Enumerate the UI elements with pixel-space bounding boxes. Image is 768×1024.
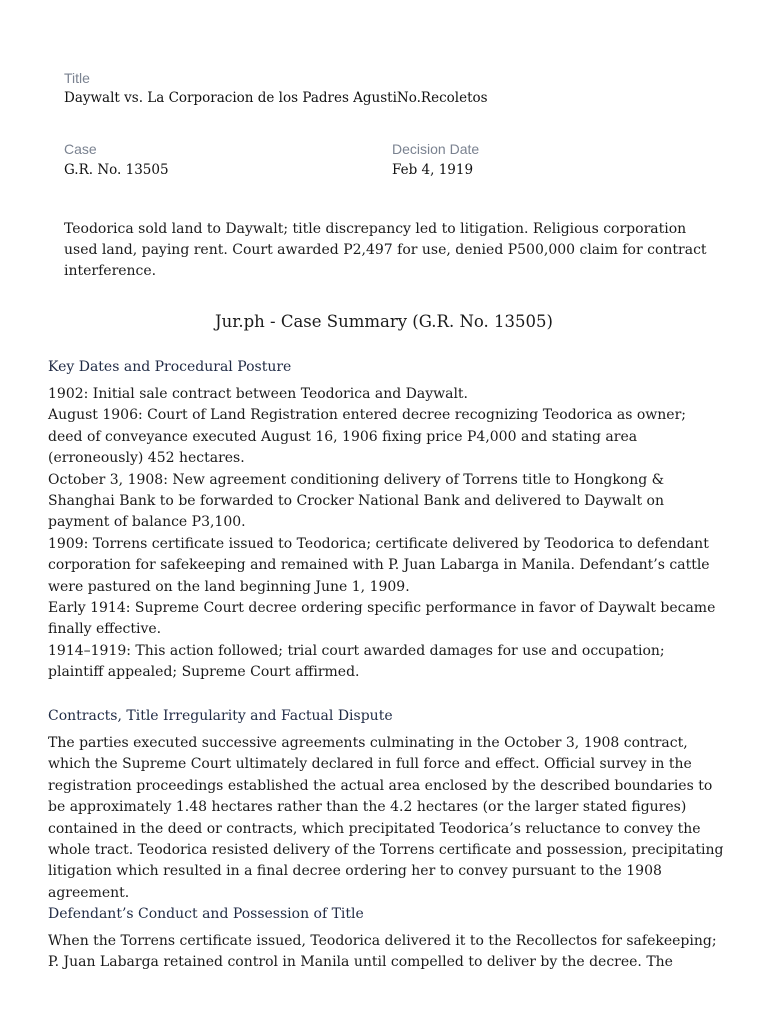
paragraph: The parties executed successive agreements culminating in the October 3, 1908 contract, which the Supreme Court ultimately declared in full force and effect. Official survey in the registration proceedings established the actual area enclosed by the described boundaries to be approximately 1.48 hectares rather than the 4.2 hectares (or the larger stated figures) contained in the deed or contracts, which precipitated Teodorica’s reluctance to convey the whole tract. Teodorica resisted delivery of the Torrens certificate and possession, precipitating litigation which resulted in a final decree ordering her to convey pursuant to the 1908 agreement.: [48, 735, 724, 901]
paragraph: Early 1914: Supreme Court decree ordering specific performance in favor of Daywalt became finally effective.: [48, 600, 716, 638]
case-value: G.R. No. 13505: [64, 162, 169, 178]
paragraph: 1902: Initial sale contract between Teodorica and Daywalt.: [48, 386, 469, 402]
paragraph: 1914–1919: This action followed; trial court awarded damages for use and occupation; plaintiff appealed; Supreme Court affirmed.: [48, 642, 665, 681]
section-body-contracts: [48, 733, 724, 904]
paragraph: October 3, 1908: New agreement conditioning delivery of Torrens title to Hongkong & Shanghai Bank to be forwarded to Crocker National Bank and delivered to Daywalt on payment of balance P3,100.: [48, 471, 665, 531]
paragraph: August 1906: Court of Land Registration entered decree recognizing Teodorica as owner; deed of conveyance executed August 16, 1906 fixing price P4,000 and stating area (erroneously) 452 hectares.: [48, 407, 686, 467]
section-heading-key-dates: Key Dates and Procedural Posture: [48, 359, 292, 375]
section-heading-contracts: Contracts, Title Irregularity and Factual Dispute: [48, 708, 393, 724]
decision-date-label: Decision Date: [392, 141, 480, 157]
case-summary-text: Teodorica sold land to Daywalt; title discrepancy led to litigation. Religious corporation used land, paying rent. Court awarded P2,497 for use, denied P500,000 claim for contract interference.: [64, 221, 707, 279]
section-body-defendant-conduct: [48, 931, 724, 974]
section-body-key-dates: [48, 384, 724, 684]
decision-date-value: Feb 4, 1919: [392, 162, 474, 178]
title-value: Daywalt vs. La Corporacion de los Padres AgustiNo.Recoletos: [64, 90, 488, 106]
paragraph: When the Torrens certificate issued, Teodorica delivered it to the Recollectos for safekeeping; P. Juan Labarga retained control in Manila until compelled to deliver by the decree. The: [48, 933, 717, 971]
section-heading-defendant-conduct: Defendant’s Conduct and Possession of Title: [48, 906, 364, 922]
title-label: Title: [64, 70, 90, 86]
page-title: Jur.ph - Case Summary (G.R. No. 13505): [215, 312, 553, 331]
paragraph: 1909: Torrens certificate issued to Teodorica; certificate delivered by Teodorica to defendant corporation for safekeeping and remained with P. Juan Labarga in Manila. Defendant’s cattle were pastured on the land beginning June 1, 1909.: [48, 535, 710, 595]
case-label: Case: [64, 141, 97, 157]
